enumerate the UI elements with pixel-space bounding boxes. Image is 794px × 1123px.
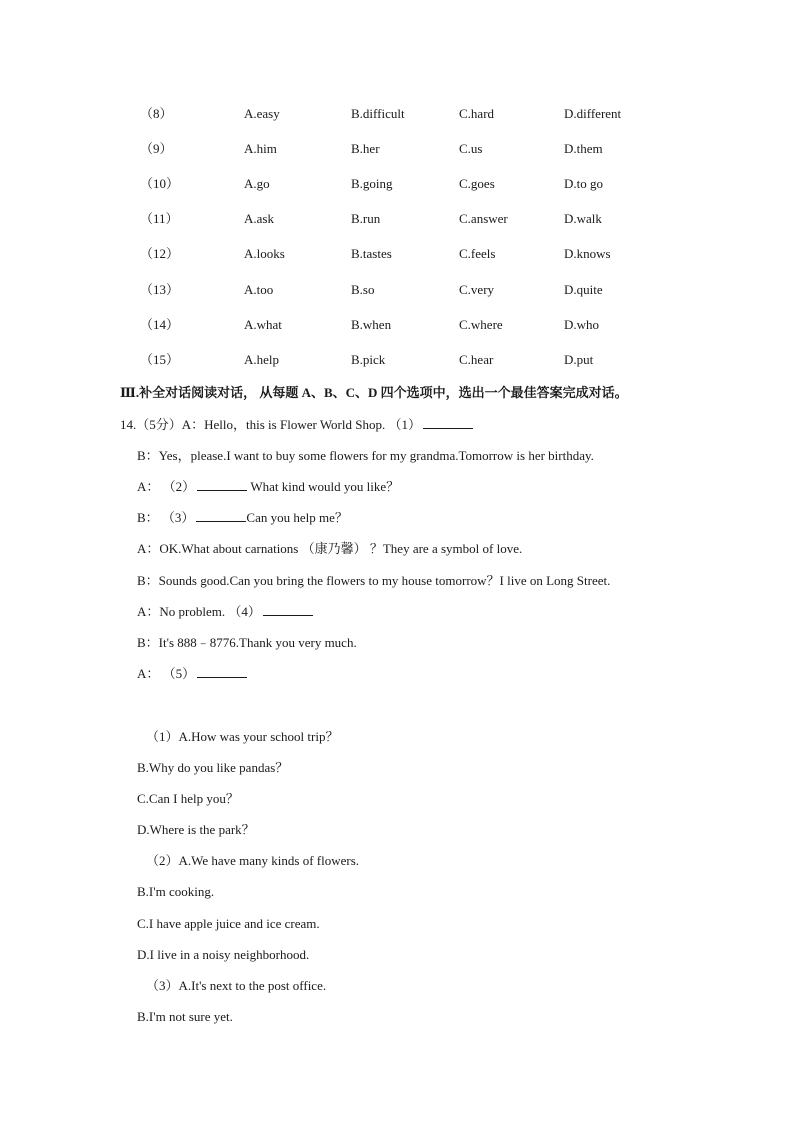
answer-blank[interactable] (197, 665, 247, 678)
dialogue-text: A：OK.What about carnations （康乃馨） ？They are a symbol of love. (137, 541, 523, 556)
option-c: C.answer (459, 211, 508, 226)
question-stem (120, 415, 473, 435)
choice-item: C.Can I help you？ (137, 791, 239, 806)
option-number: （14） (140, 317, 180, 332)
option-c: C.where (459, 317, 503, 332)
option-a: A.help (244, 352, 280, 367)
option-row (0, 244, 794, 264)
option-b: B.pick (351, 352, 386, 367)
option-b: B.difficult (351, 106, 405, 121)
option-number: （9） (140, 141, 173, 156)
dialogue-tail: What kind would you like？ (247, 479, 400, 494)
option-row (0, 174, 794, 194)
dialogue-text: A： （2） (137, 479, 196, 494)
option-a: A.looks (244, 246, 285, 261)
option-c: C.very (459, 282, 495, 297)
option-a: A.go (244, 176, 270, 191)
option-c: C.feels (459, 246, 496, 261)
option-a: A.too (244, 282, 274, 297)
choice-item: （3）A.It's next to the post office. (146, 978, 327, 993)
choice-item: （1）A.How was your school trip？ (146, 729, 339, 744)
option-b: B.run (351, 211, 381, 226)
dialogue-line (137, 539, 522, 559)
dialogue-text: A： （5） (137, 666, 196, 681)
option-row (0, 315, 794, 335)
answer-blank[interactable] (197, 478, 247, 491)
question-number: 14.（5分）A：Hello，this is Flower World Shop. （1） (120, 417, 421, 432)
dialogue-text: B： （3） (137, 510, 195, 525)
dialogue-text: A：No problem. （4） (137, 604, 261, 619)
option-a: A.what (244, 317, 282, 332)
choice-item: B.I'm cooking. (137, 884, 215, 899)
option-b: B.her (351, 141, 380, 156)
option-number: （13） (140, 282, 180, 297)
option-row (0, 139, 794, 159)
choice-item: （2）A.We have many kinds of flowers. (146, 853, 360, 868)
option-number: （15） (140, 352, 180, 367)
dialogue-tail: Can you help me？ (246, 510, 348, 525)
dialogue-line (137, 571, 610, 591)
option-row (0, 280, 794, 300)
dialogue-line (137, 477, 399, 497)
dialogue-line (137, 664, 247, 684)
section-heading: Ⅲ.补全对话阅读对话， 从每题 A、B、C、D 四个选项中，选出一个最佳答案完成对话。 (120, 385, 628, 400)
option-row (0, 209, 794, 229)
dialogue-line (137, 633, 357, 653)
option-d: D.put (564, 352, 594, 367)
option-d: D.to go (564, 176, 603, 191)
option-number: （8） (140, 106, 173, 121)
option-b: B.tastes (351, 246, 392, 261)
choice-item: D.Where is the park？ (137, 822, 255, 837)
choice-item: B.Why do you like pandas？ (137, 760, 289, 775)
dialogue-text: B：It's 888﹣8776.Thank you very much. (137, 635, 357, 650)
choice-item: B.I'm not sure yet. (137, 1009, 233, 1024)
option-a: A.easy (244, 106, 280, 121)
option-b: B.when (351, 317, 392, 332)
dialogue-text: B：Sounds good.Can you bring the flowers to my house tomorrow？I live on Long Street. (137, 573, 611, 588)
option-d: D.who (564, 317, 600, 332)
option-d: D.them (564, 141, 603, 156)
option-a: A.him (244, 141, 277, 156)
option-row (0, 350, 794, 370)
option-c: C.us (459, 141, 483, 156)
dialogue-line (137, 602, 313, 622)
option-row (0, 104, 794, 124)
option-d: D.walk (564, 211, 602, 226)
option-number: （10） (140, 176, 180, 191)
answer-blank[interactable] (423, 416, 473, 429)
option-b: B.so (351, 282, 375, 297)
option-c: C.goes (459, 176, 495, 191)
dialogue-line (137, 446, 594, 466)
dialogue-text: B：Yes，please.I want to buy some flowers for my grandma.Tomorrow is her birthday. (137, 448, 594, 463)
choice-item: D.I live in a noisy neighborhood. (137, 947, 310, 962)
option-b: B.going (351, 176, 393, 191)
option-d: D.knows (564, 246, 611, 261)
option-number: （11） (140, 211, 179, 226)
option-c: C.hard (459, 106, 495, 121)
option-d: D.quite (564, 282, 603, 297)
option-c: C.hear (459, 352, 494, 367)
option-d: D.different (564, 106, 622, 121)
choice-item: C.I have apple juice and ice cream. (137, 916, 320, 931)
option-number: （12） (140, 246, 180, 261)
answer-blank[interactable] (263, 603, 313, 616)
dialogue-line (137, 508, 348, 528)
answer-blank[interactable] (196, 509, 246, 522)
option-a: A.ask (244, 211, 274, 226)
